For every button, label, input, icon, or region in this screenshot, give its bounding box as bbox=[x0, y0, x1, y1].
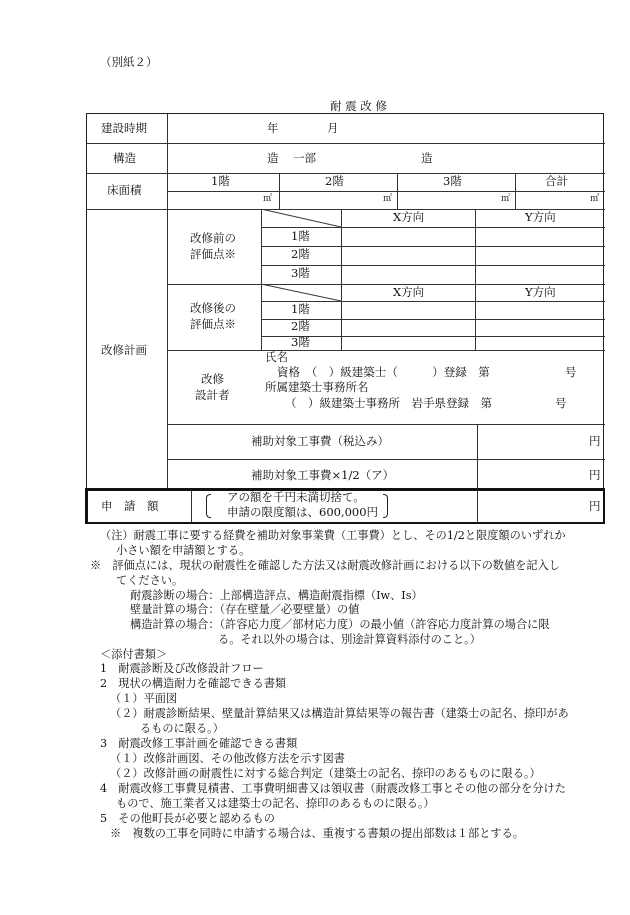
attachment-3-2: （２）改修計画の耐震性に対する総合判定（建築士の記名、捺印のあるものに限る。） bbox=[110, 767, 541, 780]
note-1: （注）耐震工事に要する経費を補助対象事業費（工事費）とし、その1/2と限度額のいずれか bbox=[100, 529, 566, 542]
attachment-footnote: ※ 複数の工事を同時に申請する場合は、重複する書類の提出部数は１部とする。 bbox=[110, 827, 524, 840]
note-8: る。それ以外の場合は、別途計算資料添付のこと。） bbox=[218, 633, 481, 646]
after-col-y: Y方向 bbox=[525, 285, 556, 299]
floor-area-header-total: 合計 bbox=[545, 174, 568, 188]
floor-area-unit-total: ㎡ bbox=[590, 194, 600, 204]
after-floor-3: 3階 bbox=[291, 335, 310, 349]
note-7: 構造計算の場合：（許容応力度／部材応力度）の最小値（許容応力度計算の場合に限 bbox=[130, 618, 550, 631]
note-3: ※ 評価点には、現状の耐震性を確認した方法又は耐震改修計画における以下の数値を記入し bbox=[90, 559, 560, 572]
plan-label: 改修計画 bbox=[101, 343, 147, 357]
designer-qualification-suffix: 号 bbox=[565, 365, 577, 379]
designer-label-2: 設計者 bbox=[195, 388, 230, 402]
note-6: 壁量計算の場合：（存在壁量／必要壁量）の値 bbox=[130, 603, 360, 616]
attachment-2-2: （２）耐震診断結果、壁量計算結果又は構造計算結果等の報告書（建築士の記名、捺印があ bbox=[110, 707, 569, 720]
subsidy-cost-label: 補助対象工事費（税込み） bbox=[251, 434, 389, 448]
after-score-label-2: 評価点※ bbox=[190, 317, 236, 331]
attachment-1: 1 耐震診断及び改修設計フロー bbox=[100, 662, 264, 675]
after-floor-1: 1階 bbox=[291, 302, 310, 316]
attachment-3: 3 耐震改修工事計画を確認できる書類 bbox=[100, 737, 298, 750]
note-4: てください。 bbox=[116, 574, 184, 587]
designer-office-label: 所属建築士事務所名 bbox=[265, 380, 369, 394]
application-unit: 円 bbox=[589, 499, 601, 513]
subsidy-form-table bbox=[86, 113, 604, 523]
subsidy-half-label: 補助対象工事費×1/2（ア） bbox=[251, 468, 395, 482]
application-note-1: アの額を千円未満切捨て。 bbox=[227, 490, 365, 504]
note-2: 小さい額を申請額とする。 bbox=[116, 544, 251, 557]
diagonal-after bbox=[261, 284, 341, 301]
attachment-2-2-cont: るものに限る。） bbox=[140, 722, 224, 735]
designer-office-registration: （ ）級建築士事務所 岩手県登録 第 bbox=[285, 396, 492, 410]
attachment-4: 4 耐震改修工事費見積書、工事費明細書又は領収書（耐震改修工事とその他の部分を分けた bbox=[100, 782, 566, 795]
designer-label-1: 改修 bbox=[201, 372, 224, 386]
floor-area-header-1: 1階 bbox=[211, 174, 230, 188]
page-title: 耐 震 改 修 bbox=[330, 99, 387, 113]
structure-partial-field[interactable]: 造 bbox=[421, 151, 433, 165]
before-floor-3: 3階 bbox=[291, 266, 310, 280]
before-col-y: Y方向 bbox=[525, 210, 556, 224]
structure-label: 構造 bbox=[113, 151, 136, 165]
attachment-4-cont: もので、施工業者又は建築士の記名、捺印のあるものに限る。） bbox=[116, 797, 435, 810]
attachment-5: 5 その他町長が必要と認めるもの bbox=[100, 812, 275, 825]
floor-area-unit-2: ㎡ bbox=[383, 194, 393, 204]
designer-name: 氏名 bbox=[265, 350, 288, 364]
floor-area-header-2: 2階 bbox=[325, 174, 344, 188]
attachment-3-1: （１）改修計画図、その他改修方法を示す図書 bbox=[110, 752, 345, 765]
construction-month-field[interactable]: 月 bbox=[327, 121, 339, 135]
construction-period-label: 建設時期 bbox=[101, 121, 147, 135]
before-floor-2: 2階 bbox=[291, 247, 310, 261]
floor-area-unit-3: ㎡ bbox=[501, 194, 511, 204]
subsidy-half-unit: 円 bbox=[589, 468, 601, 482]
after-floor-2: 2階 bbox=[291, 319, 310, 333]
after-score-label-1: 改修後の bbox=[190, 301, 236, 315]
before-col-x: X方向 bbox=[393, 210, 425, 224]
before-score-label-2: 評価点※ bbox=[190, 247, 236, 261]
after-col-x: X方向 bbox=[393, 285, 425, 299]
structure-main-field[interactable]: 造 bbox=[267, 151, 279, 165]
attachments-heading: ＜添付書類＞ bbox=[100, 648, 168, 661]
application-label: 申 請 額 bbox=[101, 499, 159, 513]
construction-year-field[interactable]: 年 bbox=[267, 121, 279, 135]
designer-qualification: 資格 （ ）級建築士（ ）登録 第 bbox=[277, 365, 490, 379]
floor-area-header-3: 3階 bbox=[443, 174, 462, 188]
floor-area-unit-1: ㎡ bbox=[263, 194, 273, 204]
designer-office-suffix: 号 bbox=[555, 396, 567, 410]
application-box bbox=[85, 488, 605, 524]
application-note-2: 申請の限度額は、600,000円 bbox=[227, 505, 379, 519]
floor-area-label: 床面積 bbox=[107, 183, 142, 197]
attachment-label: （別紙２） bbox=[100, 55, 158, 69]
before-floor-1: 1階 bbox=[291, 229, 310, 243]
before-score-label-1: 改修前の bbox=[190, 231, 236, 245]
attachment-2: 2 現状の構造耐力を確認できる書類 bbox=[100, 677, 287, 690]
attachment-2-1: （１）平面図 bbox=[110, 692, 178, 705]
note-5: 耐震診断の場合：上部構造評点、構造耐震指標（Iw、Is） bbox=[130, 589, 423, 602]
structure-partial-label: 一部 bbox=[293, 151, 316, 165]
diagonal-before bbox=[261, 209, 341, 227]
subsidy-cost-unit: 円 bbox=[589, 434, 601, 448]
